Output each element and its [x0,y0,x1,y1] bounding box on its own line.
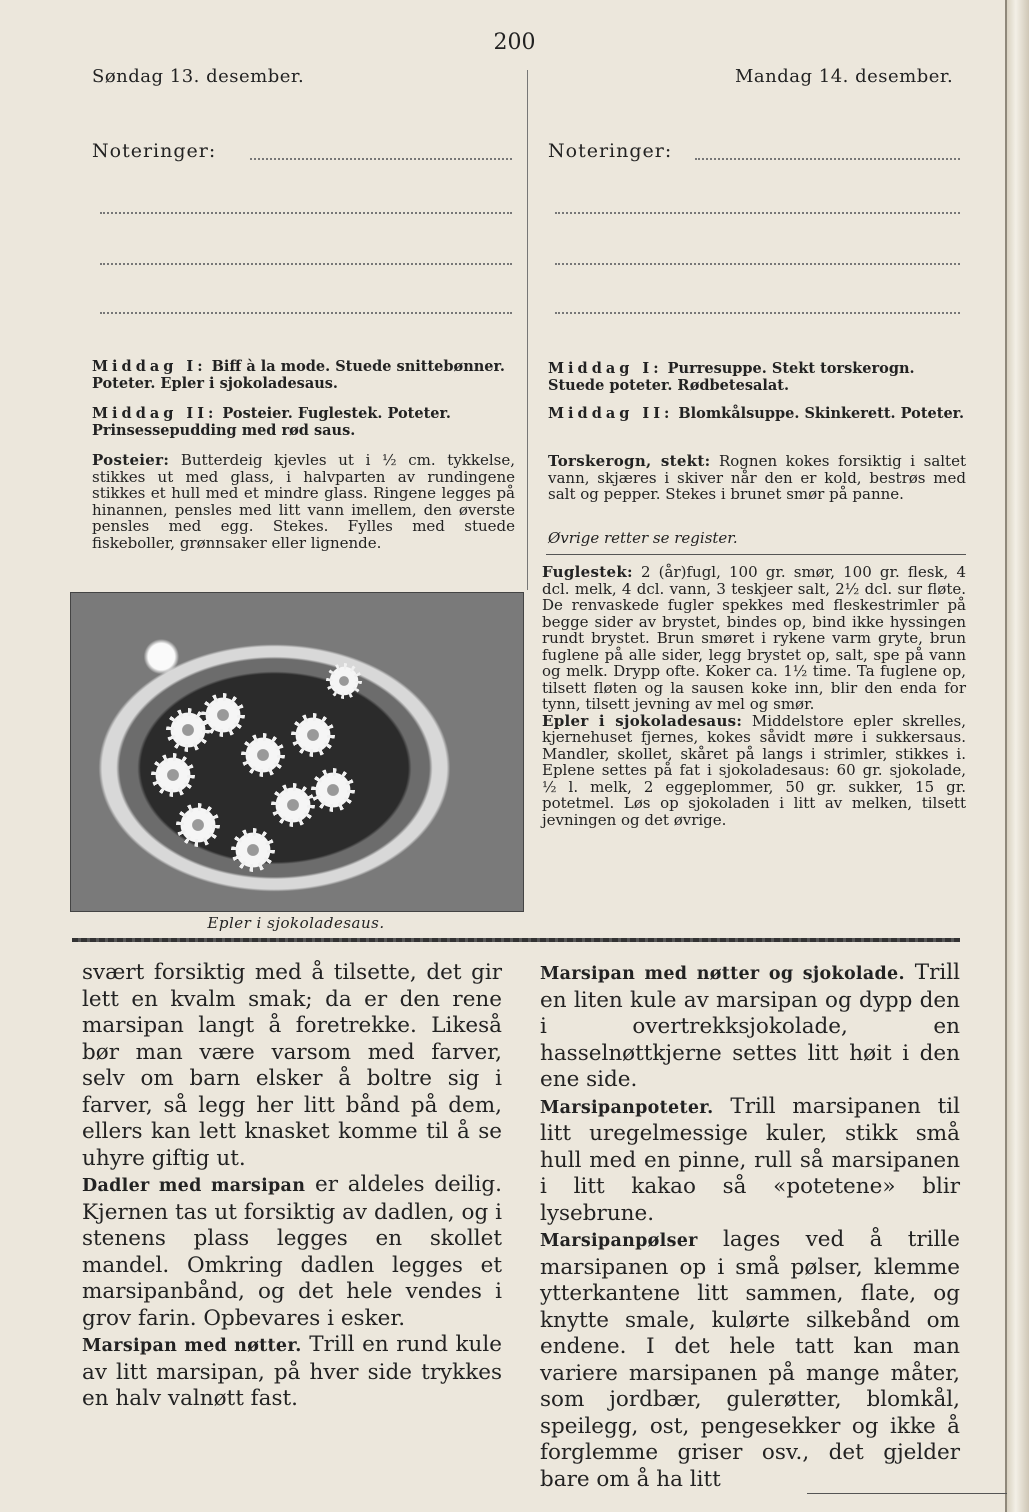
apple-shape [311,768,355,812]
left-middag-2-label: Middag II: [92,405,218,422]
dadler-text: er aldeles deilig. Kjernen tas ut forsiktig av dadlen, og i stenens plass legges en skollet mandel. Omkring dadlen legges et marsipanbånd, og det hele vendes i grov farin. Opbevares i esker. [82,1172,502,1331]
sjok-text: Trill en liten kule av marsipan og dypp den i overtrekksjokolade, en hasselnøttkjerne settes litt høit i den ene side. [540,960,960,1092]
fuglestek-text: 2 (år)fugl, 100 gr. smør, 100 gr. flesk, 4 dcl. melk, 4 dcl. vann, 3 teskjeer salt, 2½ dcl. sur fløte. De renvaskede fugler spekkes med fleskestrimler på begge sider av brystet, bindes op, bind ikke hyssingen rundt brystet. Brun smøret i rykene varm gryte, brun fuglene på alle sider, legg brystet op, salt, spe på vann og melk. Drypp ofte. Koker ca. 1½ time. Ta fuglene op, tilsett fløten og la sausen koke inn, blir den enda for tynn, tilsett jevning av mel og smør. [542,563,966,713]
posteier-title: Posteier: [92,451,170,469]
polser-text: lages ved å trille marsipanen op i små pølser, klemme ytterkantene litt sammen, flate, og knytte smale, kulørte silkebånd om endene. I det hele tatt kan man variere marsipanen på mange måter, som jordbær, gulerøtter, blomkål, speilegg, ost, pengesekker og ikke å forglemme griser osv., det gjelder bare om å ha litt [540,1227,960,1492]
poteter-title: Marsipanpoteter. [540,1097,714,1118]
posteier-text: Butterdeig kjevles ut i ½ cm. tykkelse, stikkes ut med glass, i halvparten av rundingene stikkes et hull med et mindre glass. Ringene legges på hinannen, pensles med litt vann imellem, den øverste pensles med egg. Stekes. Fylles med stuede fiskeboller, grønnsaker eller lignende. [92,451,515,552]
page-divider [72,938,960,942]
intro-text: svært forsiktig med å tilsette, det gir lett en kvalm smak; da er den rene marsipan langt å foretrekke. Likeså bør man være varsom med farver, selv om barn elsker å boltre sig i farver, så legg her litt bånd på dem, ellers kan lett knasket komme til å se uhyre giftig ut. [82,960,502,1171]
right-notes-line [555,212,960,214]
notter-text: Trill en rund kule av litt marsipan, på hver side trykkes en halv valnøtt fast. [82,1332,502,1411]
notter-title: Marsipan med nøtter. [82,1336,302,1356]
right-notes-line [695,158,960,160]
left-middag-2 [92,405,517,439]
left-notes-label: Noteringer: [92,140,217,162]
epler-text: Middelstore epler skrelles, kjernehuset fjernes, kokes såvidt møre i sukkersaus. Mandler, skollet, skåret på langs i strimler, stikkes i. Eplene settes på fat i sjokoladesaus: 60 gr. sjokolade, ½ l. melk, 2 eggeplommer, 50 gr. sukker, 15 gr. potetmel. Løs op sjokoladen i litt av melken, tilsett jevningen og det øvrige. [542,711,966,829]
apple-shape [231,828,275,872]
ovrige-note: Øvrige retter se register. [548,529,738,547]
torskerogn-text: Rognen kokes forsiktig i saltet vann, skjæres i skiver når den er kold, bestrøs med salt og pepper. Stekes i brunet smør på panne. [548,452,966,503]
right-middag-1-label: Middag I: [548,360,663,377]
bottom-left-text [82,960,502,1413]
apple-shape [176,803,220,847]
right-middag-2-label: Middag II: [548,405,674,422]
right-middag-1-text: Purresuppe. Stekt torskerogn. Stuede poteter. Rødbetesalat. [548,360,915,394]
torskerogn-title: Torskerogn, stekt: [548,452,711,470]
corner-rule [807,1493,1007,1502]
apple-shape [201,693,245,737]
left-notes-line [100,212,512,214]
apple-shape [151,753,195,797]
right-notes-line [555,312,960,314]
left-middag-2-text: Posteier. Fuglestek. Poteter. Prinsessepudding med rød saus. [92,405,451,439]
apple-shape [326,663,362,699]
column-divider [527,70,528,590]
right-middag-2-text: Blomkålsuppe. Skinkerett. Poteter. [678,405,965,422]
left-middag-1-text: Biff à la mode. Stuede snittebønner. Poteter. Epler i sjokoladesaus. [92,358,505,392]
left-middag-1-label: Middag I: [92,358,207,375]
page-number: 200 [493,30,536,55]
left-middag-1 [92,358,517,392]
apple-shape [271,783,315,827]
apples-photo [70,592,524,912]
polser-title: Marsipanpølser [540,1231,698,1251]
right-notes-label: Noteringer: [548,140,673,162]
poteter-text: Trill marsipanen til litt uregelmessige kuler, stikk små hull med en pinne, rull så marsipanen i litt kakao så «potetene» blir lysebrune. [540,1093,960,1226]
right-day-heading: Mandag 14. desember. [735,66,954,87]
apple-shape [241,733,285,777]
left-notes-line [100,263,512,265]
epler-title: Epler i sjokoladesaus: [542,711,743,730]
photo-caption: Epler i sjokoladesaus. [207,914,385,932]
left-notes-line [100,312,512,314]
left-day-heading: Søndag 13. desember. [92,66,305,87]
torskerogn-recipe [548,453,966,503]
apple-shape [291,713,335,757]
bottom-right-text [540,960,960,1493]
fuglestek-recipe [542,564,966,828]
page-edge [1005,0,1029,1512]
right-middag-2 [548,405,966,422]
section-rule [546,554,966,555]
fuglestek-title: Fuglestek: [542,563,633,581]
sjok-title: Marsipan med nøtter og sjokolade. [540,964,905,984]
dadler-title: Dadler med marsipan [82,1176,306,1196]
left-notes-line [250,158,512,160]
right-notes-line [555,263,960,265]
posteier-recipe [92,452,515,551]
right-middag-1 [548,360,966,394]
